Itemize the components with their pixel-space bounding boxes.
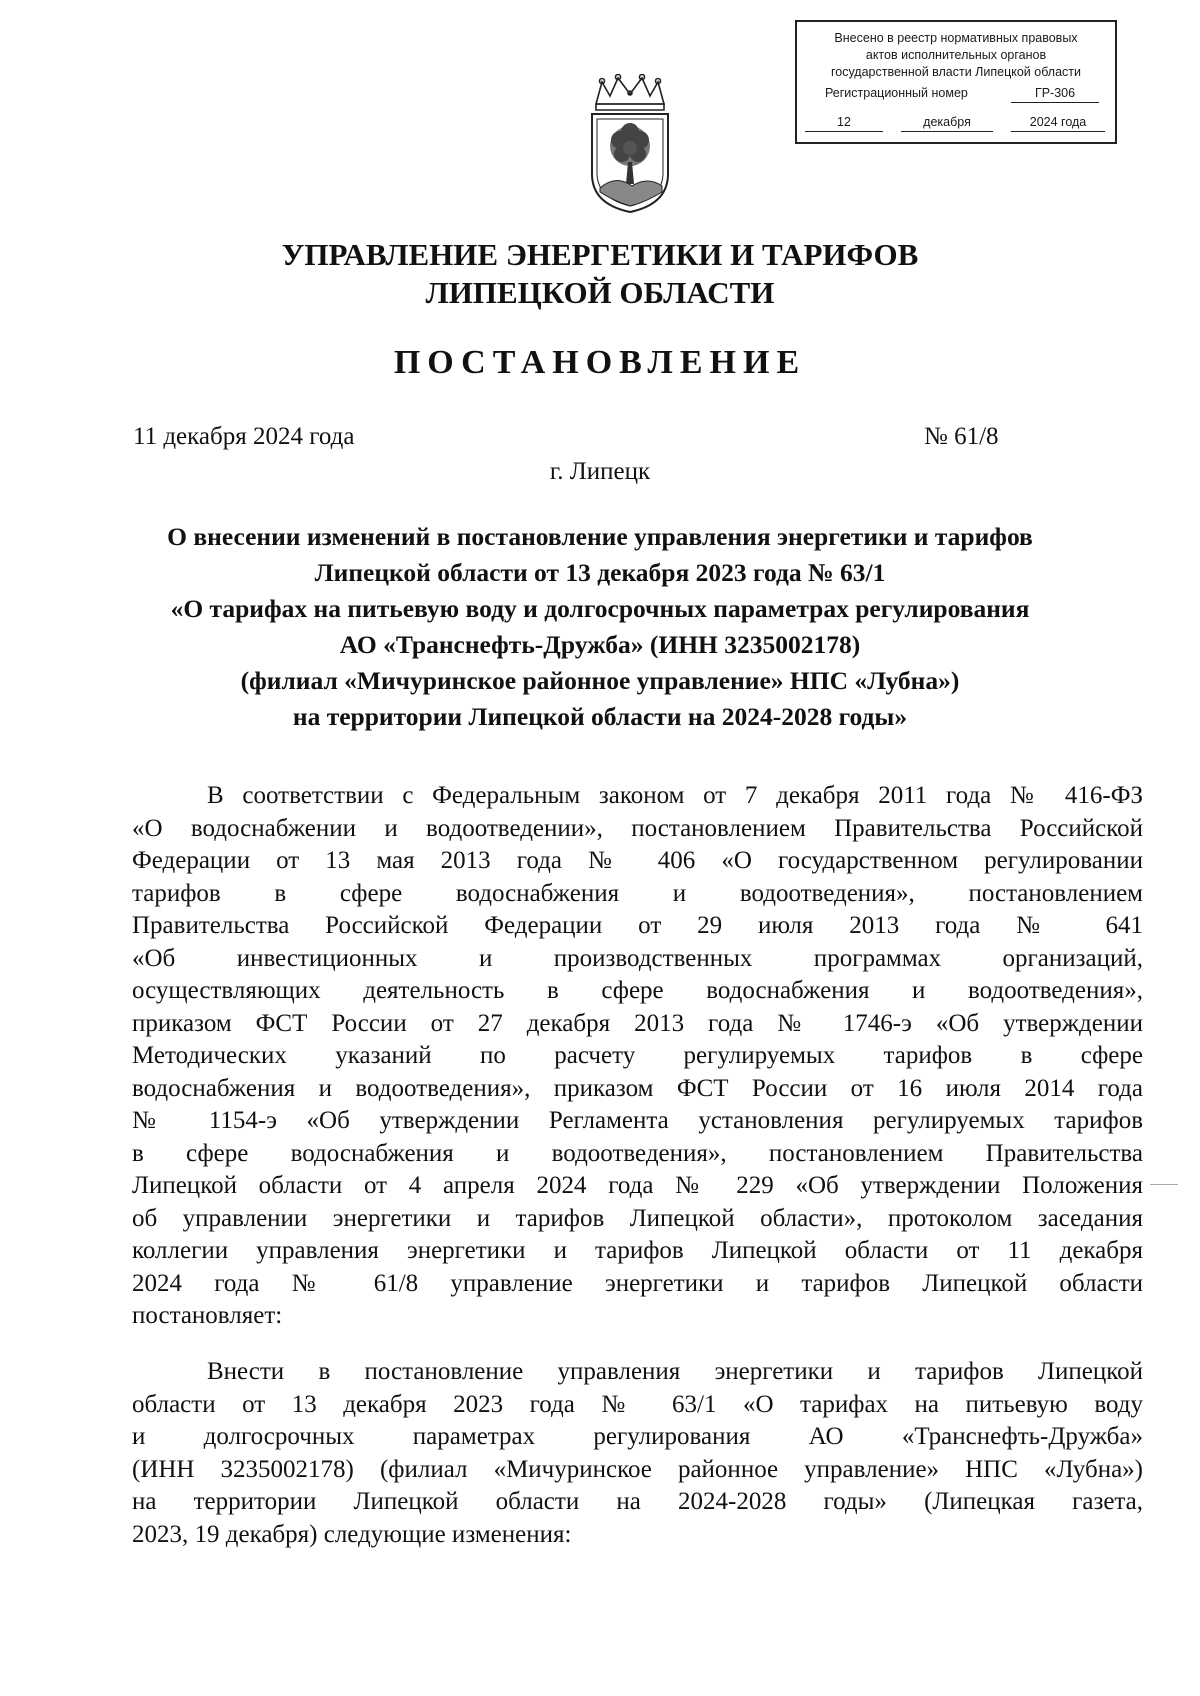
paragraph-line: Правительства Российской Федерации от 29 июля 2013 года № 641 (132, 912, 1143, 939)
paragraph-line: 2024 года № 61/8 управление энергетики и тарифов Липецкой области (132, 1269, 1143, 1297)
paragraph-line: 2023, 19 декабря) следующие изменения: (132, 1520, 572, 1548)
stamp-line: Внесено в реестр нормативных правовых (834, 31, 1078, 45)
stamp-day: 12 (805, 114, 883, 132)
paragraph-line: (ИНН 3235002178) (филиал «Мичуринское районное управление» НПС «Лубна») (132, 1455, 1143, 1483)
paragraph-line: «О водоснабжении и водоотведении», постановлением Правительства Российской (132, 814, 1143, 842)
document-city: г. Липецк (549, 458, 651, 485)
organization-name-line2: ЛИПЕЦКОЙ ОБЛАСТИ (425, 275, 775, 310)
document-subject (130, 519, 1070, 735)
subject-line: на территории Липецкой области на 2024-2028 годы» (292, 702, 908, 731)
paragraph-line: Липецкой области от 4 апреля 2024 года № 229 «Об утверждении Положения (132, 1172, 1143, 1199)
subject-line: «О тарифах на питьевую воду и долгосрочных параметрах регулирования (170, 594, 1030, 623)
paragraph-line: коллегии управления энергетики и тарифов Липецкой области от 11 декабря (132, 1237, 1143, 1264)
lipetsk-coat-of-arms-icon (582, 74, 678, 214)
stamp-reg-number: ГР-306 (1011, 85, 1099, 103)
paragraph-line: № 1154-э «Об утверждении Регламента установления регулируемых тарифов (132, 1107, 1143, 1134)
document-number: № 61/8 (924, 423, 999, 450)
paragraph-line: Методических указаний по расчету регулируемых тарифов в сфере (132, 1042, 1143, 1069)
preamble-paragraph (132, 780, 1143, 1333)
paragraph-line: Федерации от 13 мая 2013 года № 406 «О государственном регулировании (132, 847, 1143, 874)
paragraph-line: тарифов в сфере водоснабжения и водоотведения», постановлением (132, 879, 1143, 907)
subject-line: (филиал «Мичуринское районное управление» НПС «Лубна») (240, 666, 960, 695)
stamp-line: актов исполнительных органов (865, 48, 1047, 62)
document-type-title: ПОСТАНОВЛЕНИЕ (393, 344, 807, 381)
paragraph-line: осуществляющих деятельность в сфере водоснабжения и водоотведения», (132, 977, 1143, 1004)
registry-stamp (795, 20, 1117, 144)
paragraph-line: об управлении энергетики и тарифов Липецкой области», протоколом заседания (132, 1204, 1143, 1232)
paragraph-line: в сфере водоснабжения и водоотведения», постановлением Правительства (132, 1139, 1143, 1167)
margin-mark (1150, 1184, 1178, 1185)
stamp-year: 2024 года (1011, 114, 1105, 132)
paragraph-line: В соответствии с Федеральным законом от 7 декабря 2011 года № 416-ФЗ (207, 782, 1143, 809)
organization-name-line1: УПРАВЛЕНИЕ ЭНЕРГЕТИКИ И ТАРИФОВ (281, 237, 919, 272)
paragraph-line: «Об инвестиционных и производственных программах организаций, (132, 944, 1143, 972)
paragraph-line: области от 13 декабря 2023 года № 63/1 «О тарифах на питьевую воду (132, 1390, 1143, 1418)
paragraph-line: водоснабжения и водоотведения», приказом ФСТ России от 16 июля 2014 года (132, 1074, 1143, 1102)
paragraph-line: Внести в постановление управления энергетики и тарифов Липецкой (207, 1358, 1143, 1385)
stamp-reg-label: Регистрационный номер (825, 86, 968, 100)
document-date: 11 декабря 2024 года (133, 423, 355, 450)
paragraph-line: приказом ФСТ России от 27 декабря 2013 года № 1746-э «Об утверждении (132, 1009, 1143, 1037)
paragraph-line: постановляет: (132, 1302, 283, 1329)
paragraph-line: и долгосрочных параметрах регулирования АО «Транснефть-Дружба» (132, 1423, 1143, 1450)
paragraph-line: на территории Липецкой области на 2024-2028 годы» (Липецкая газета, (132, 1488, 1143, 1515)
subject-line: АО «Транснефть-Дружба» (ИНН 3235002178) (339, 630, 861, 659)
resolution-paragraph (132, 1356, 1143, 1551)
subject-line: О внесении изменений в постановление управления энергетики и тарифов (167, 522, 1033, 551)
stamp-month: декабря (901, 114, 993, 132)
subject-line: Липецкой области от 13 декабря 2023 года № 63/1 (314, 558, 886, 587)
stamp-line: государственной власти Липецкой области (830, 65, 1082, 79)
